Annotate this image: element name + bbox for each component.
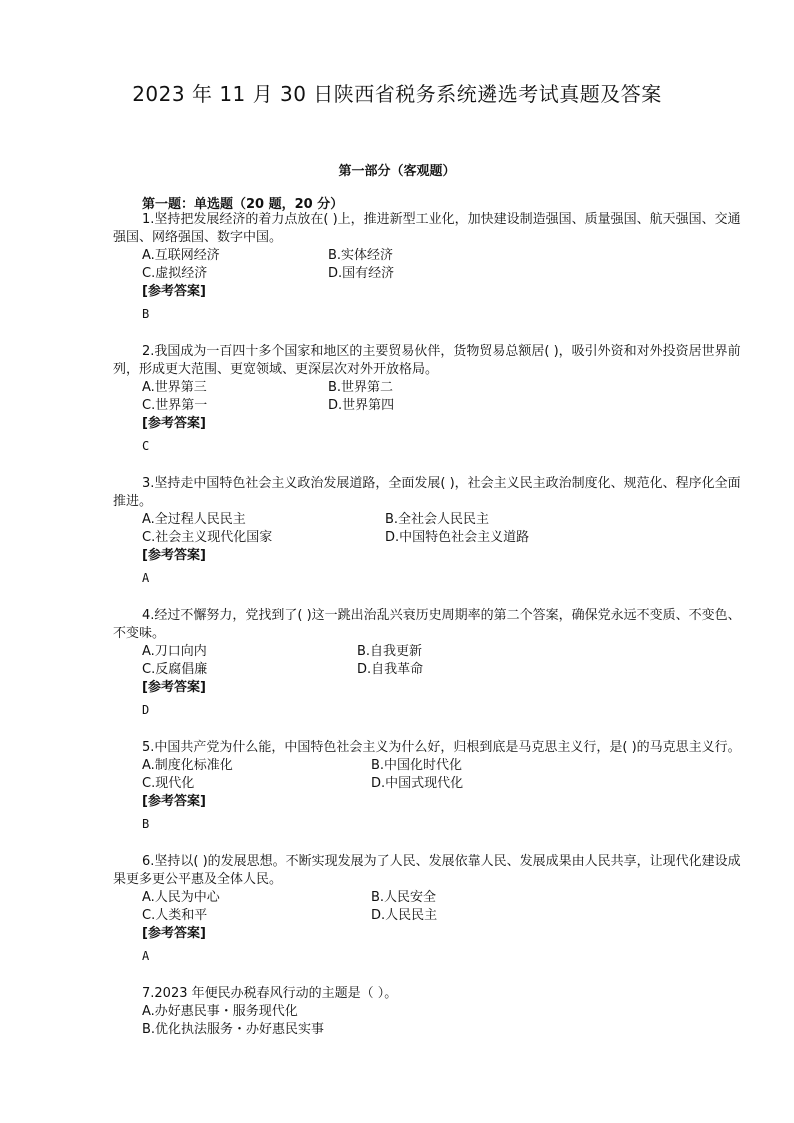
option-c: C.社会主义现代化国家 — [142, 530, 273, 545]
answer-label: [参考答案] — [142, 680, 206, 695]
question-6 — [113, 853, 743, 965]
answer-value: B — [142, 307, 150, 321]
answer-label: [参考答案] — [142, 794, 206, 809]
option-b: B.人民安全 — [371, 890, 437, 905]
question-stem: 7.2023 年便民办税春风行动的主题是（ ）。 — [142, 986, 398, 1001]
option-d: D.中国特色社会主义道路 — [385, 530, 530, 545]
option-c: C.人类和平 — [142, 908, 208, 923]
question-stem: 3.坚持走中国特色社会主义政治发展道路，全面发展( )，社会主义民主政治制度化、规范化、程序化全面推进。 — [113, 476, 741, 509]
options — [113, 379, 743, 415]
question-stem: 4.经过不懈努力，党找到了( )这一跳出治乱兴衰历史周期率的第二个答案，确保党永远不变质、不变色、不变味。 — [113, 608, 741, 641]
question-5 — [113, 739, 743, 833]
part-heading: 第一部分（客观题） — [338, 164, 456, 179]
option-a: A.办好惠民事・服务现代化 — [142, 1004, 298, 1019]
question-3 — [113, 475, 743, 587]
document-title: 2023 年 11 月 30 日陕西省税务系统遴选考试真题及答案 — [132, 82, 662, 106]
option-d: D.自我革命 — [357, 662, 424, 677]
section-heading: 第一题：单选题（20 题，20 分） — [142, 197, 344, 212]
options — [113, 889, 743, 925]
answer-value: D — [142, 703, 150, 717]
option-b: B.优化执法服务・办好惠民实事 — [142, 1022, 325, 1037]
option-a: A.世界第三 — [142, 380, 207, 395]
options — [113, 643, 743, 679]
option-b: B.全社会人民民主 — [385, 512, 490, 527]
answer-value: A — [142, 949, 150, 963]
option-c: C.反腐倡廉 — [142, 662, 208, 677]
option-c: C.虚拟经济 — [142, 266, 208, 281]
option-a: A.互联网经济 — [142, 248, 220, 263]
option-a: A.全过程人民民主 — [142, 512, 246, 527]
question-stem: 2.我国成为一百四十多个国家和地区的主要贸易伙伴，货物贸易总额居( )，吸引外资和对外投资居世界前列，形成更大范围、更宽领域、更深层次对外开放格局。 — [113, 344, 741, 377]
question-stem: 1.坚持把发展经济的着力点放在( )上，推进新型工业化，加快建设制造强国、质量强国、航天强国、交通强国、网络强国、数字中国。 — [113, 212, 741, 245]
answer-label: [参考答案] — [142, 416, 206, 431]
answer-label: [参考答案] — [142, 926, 206, 941]
option-a: A.刀口向内 — [142, 644, 207, 659]
option-c: C.世界第一 — [142, 398, 208, 413]
answer-value: B — [142, 817, 150, 831]
question-stem: 6.坚持以( )的发展思想。不断实现发展为了人民、发展依靠人民、发展成果由人民共享，让现代化建设成果更多更公平惠及全体人民。 — [113, 854, 741, 887]
question-2 — [113, 343, 743, 455]
option-a: A.制度化标准化 — [142, 758, 233, 773]
answer-label: [参考答案] — [142, 548, 206, 563]
option-d: D.国有经济 — [328, 266, 395, 281]
option-d: D.中国式现代化 — [371, 776, 464, 791]
option-b: B.中国化时代化 — [371, 758, 463, 773]
question-4 — [113, 607, 743, 719]
options — [113, 757, 743, 793]
question-7 — [113, 985, 743, 1039]
option-a: A.人民为中心 — [142, 890, 220, 905]
question-list — [113, 211, 743, 1039]
answer-value: C — [142, 439, 150, 453]
options — [113, 511, 743, 547]
option-d: D.世界第四 — [328, 398, 395, 413]
question-stem: 5.中国共产党为什么能，中国特色社会主义为什么好，归根到底是马克思主义行，是( )的马克思主义行。 — [142, 740, 741, 755]
option-d: D.人民民主 — [371, 908, 438, 923]
answer-label: [参考答案] — [142, 284, 206, 299]
option-b: B.世界第二 — [328, 380, 394, 395]
option-c: C.现代化 — [142, 776, 195, 791]
option-b: B.自我更新 — [357, 644, 423, 659]
answer-value: A — [142, 571, 150, 585]
option-b: B.实体经济 — [328, 248, 394, 263]
options — [113, 247, 743, 283]
question-1 — [113, 211, 743, 323]
